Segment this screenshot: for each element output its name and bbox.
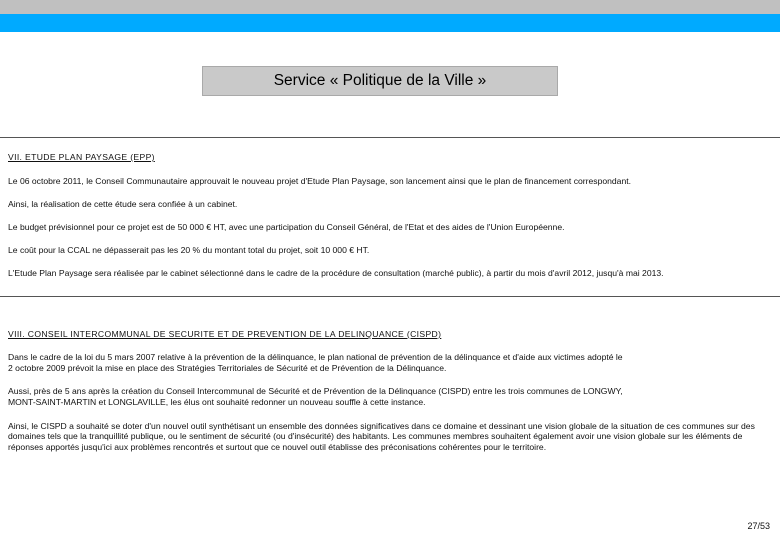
section-7-heading: VII. ETUDE PLAN PAYSAGE (EPP) (8, 152, 155, 162)
top-blue-band (0, 14, 780, 32)
section-7-paragraph-4: Le coût pour la CCAL ne dépasserait pas les 20 % du montant total du projet, soit 10 000 € HT. (8, 245, 370, 255)
divider-top (0, 137, 780, 138)
section-8-paragraph-1-line-1: Dans le cadre de la loi du 5 mars 2007 relative à la prévention de la délinquance, le plan national de prévention de la délinquance et d'aide aux victimes adopté le (8, 352, 623, 362)
section-8-paragraph-3: Ainsi, le CISPD a souhaité se doter d'un nouvel outil synthétisant un ensemble des données significatives dans ce domaine et dessinant une vision globale de la situation de ces communes sur des domaines tels que la tranquillité publique, ou le sentiment de sécurité (ou d'insécurité) des habitants. Les communes membres souhaitent également avoir une vision globale sur les éléments de réponses apportés jusqu'ici aux problèmes rencontrés et surtout que ce nouvel outil établisse des préconisations cohérentes pour le territoire. (8, 421, 755, 452)
section-7-paragraph-3: Le budget prévisionnel pour ce projet est de 50 000 € HT, avec une participation du Conseil Général, de l'Etat et des aides de l'Union Européenne. (8, 222, 565, 232)
top-gray-band (0, 0, 780, 14)
divider-middle (0, 296, 780, 297)
section-8-heading: VIII. CONSEIL INTERCOMMUNAL DE SECURITE ET DE PREVENTION DE LA DELINQUANCE (CISPD) (8, 329, 442, 339)
section-7-paragraph-5: L'Etude Plan Paysage sera réalisée par le cabinet sélectionné dans le cadre de la procédure de consultation (marché public), à partir du mois d'avril 2012, jusqu'à mai 2013. (8, 268, 664, 278)
page-number: 27/53 (747, 521, 770, 531)
section-7-paragraph-2: Ainsi, la réalisation de cette étude sera confiée à un cabinet. (8, 199, 238, 209)
section-7-paragraph-1: Le 06 octobre 2011, le Conseil Communautaire approuvait le nouveau projet d'Etude Plan Paysage, son lancement ainsi que le plan de financement correspondant. (8, 176, 632, 186)
section-8-paragraph-2-line-1: Aussi, près de 5 ans après la création du Conseil Intercommunal de Sécurité et de Prévention de la Délinquance (CISPD) entre les trois communes de LONGWY, (8, 386, 623, 396)
section-8-paragraph-2-line-2: MONT-SAINT-MARTIN et LONGLAVILLE, les élus ont souhaité redonner un nouveau souffle à cette instance. (8, 397, 426, 407)
page-title: Service « Politique de la Ville » (273, 72, 487, 89)
section-8-paragraph-1-line-2: 2 octobre 2009 prévoit la mise en place des Stratégies Territoriales de Sécurité et de Prévention de la Délinquance. (8, 363, 447, 373)
page-title-box (202, 66, 558, 96)
